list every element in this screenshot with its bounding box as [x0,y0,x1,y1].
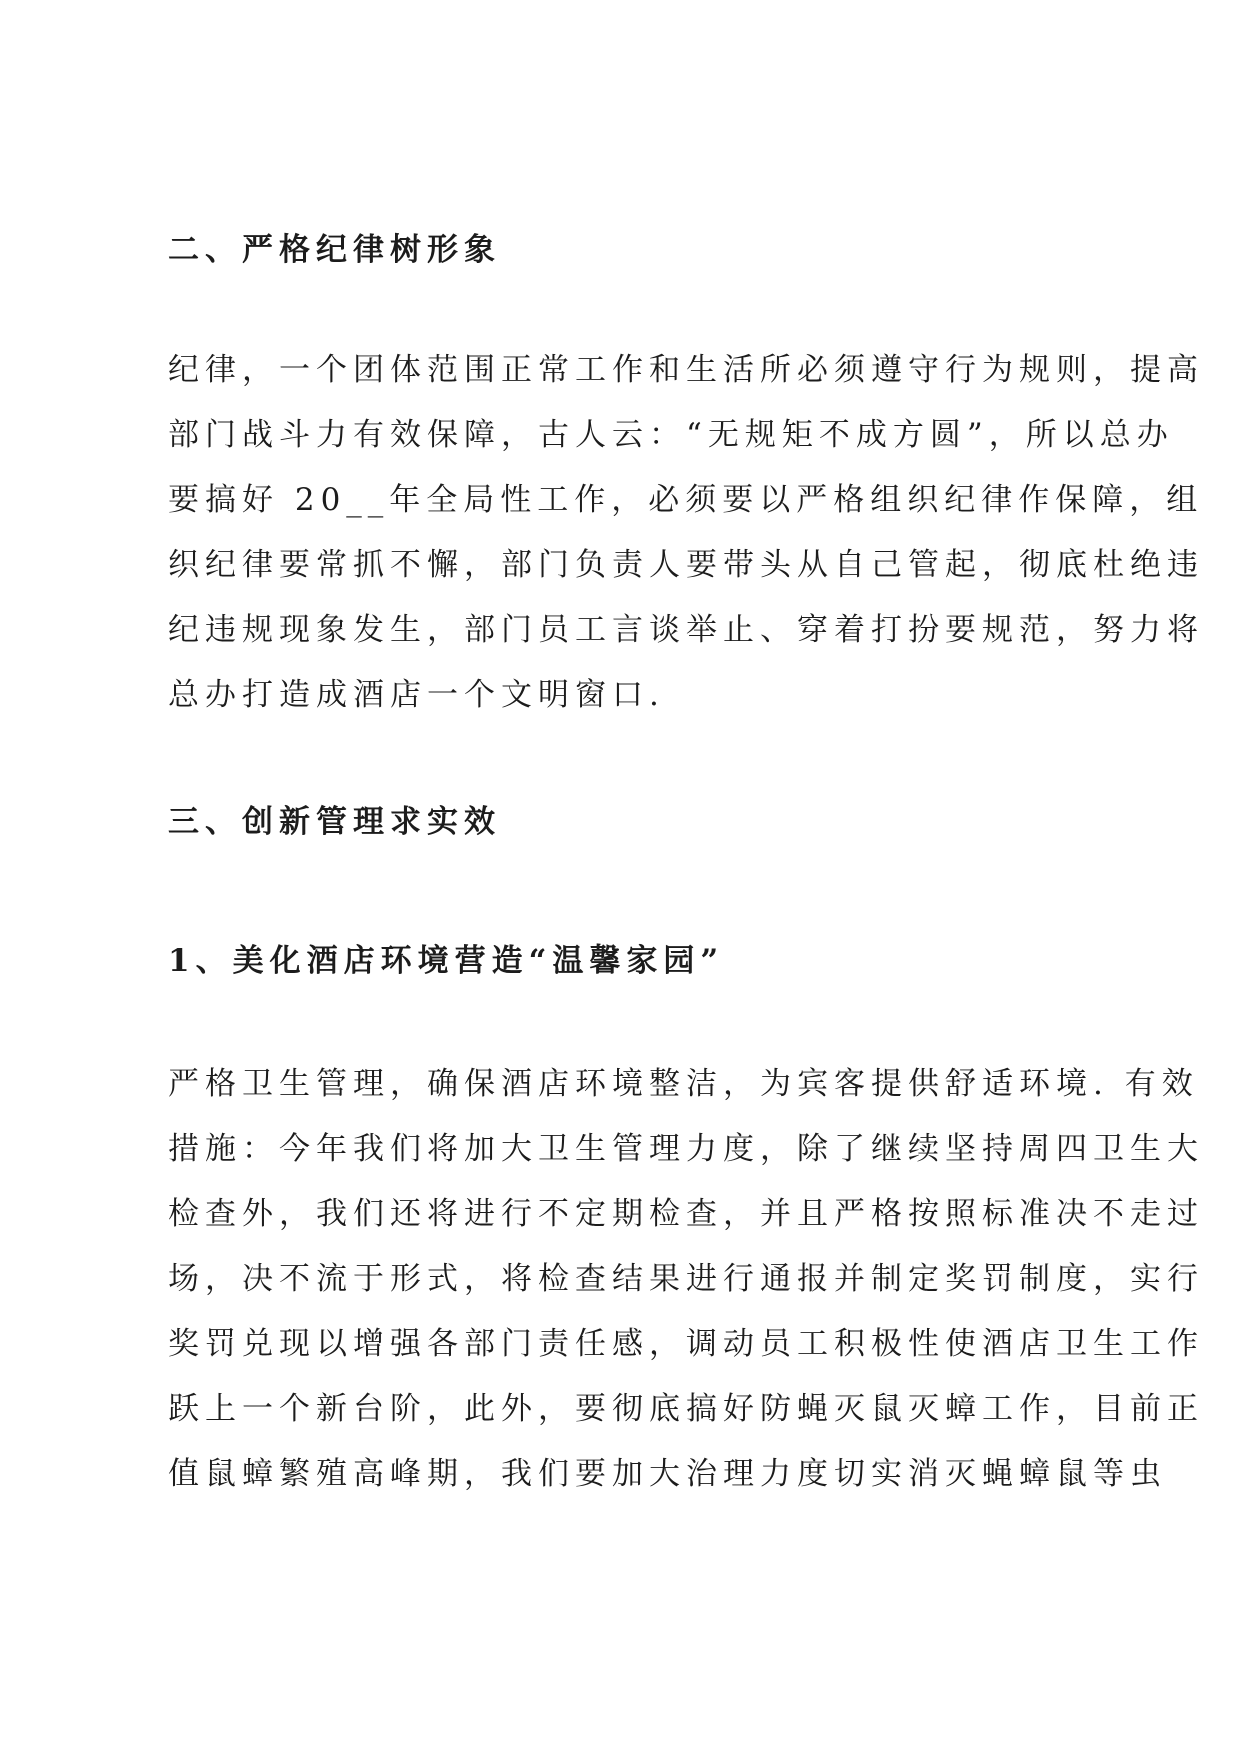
paragraph-line: 纪律，一个团体范围正常工作和生活所必须遵守行为规则，提高 [168,352,1204,388]
paragraph-line: 值鼠蟑繁殖高峰期，我们要加大治理力度切实消灭蝇蟑鼠等虫 [168,1456,1167,1492]
paragraph-line: 织纪律要常抓不懈，部门负责人要带头从自己管起，彻底杜绝违 [168,547,1204,583]
paragraph-line: 严格卫生管理，确保酒店环境整洁，为宾客提供舒适环境. 有效 [168,1066,1199,1102]
paragraph-line: 部门战斗力有效保障，古人云：“无规矩不成方圆”，所以总办 [168,417,1174,453]
paragraph-discipline [168,338,1204,728]
paragraph-line: 场，决不流于形式，将检查结果进行通报并制定奖罚制度，实行 [168,1261,1204,1297]
section-heading-discipline: 二、严格纪律树形象 [168,232,501,268]
paragraph-line: 要搞好 20__年全局性工作，必须要以严格组织纪律作保障，组 [168,482,1204,518]
paragraph-line: 跃上一个新台阶，此外，要彻底搞好防蝇灭鼠灭蟑工作，目前正 [168,1391,1204,1427]
section-heading-innovation: 三、创新管理求实效 [168,804,501,840]
paragraph-line: 纪违规现象发生，部门员工言谈举止、穿着打扮要规范，努力将 [168,612,1204,648]
paragraph-line: 奖罚兑现以增强各部门责任感，调动员工积极性使酒店卫生工作 [168,1326,1204,1362]
paragraph-line: 检查外，我们还将进行不定期检查，并且严格按照标准决不走过 [168,1196,1204,1232]
subheading-environment: 1、美化酒店环境营造“温馨家园” [168,943,725,979]
paragraph-environment [168,1052,1204,1507]
paragraph-line: 总办打造成酒店一个文明窗口. [168,677,665,713]
paragraph-line: 措施：今年我们将加大卫生管理力度，除了继续坚持周四卫生大 [168,1131,1204,1167]
